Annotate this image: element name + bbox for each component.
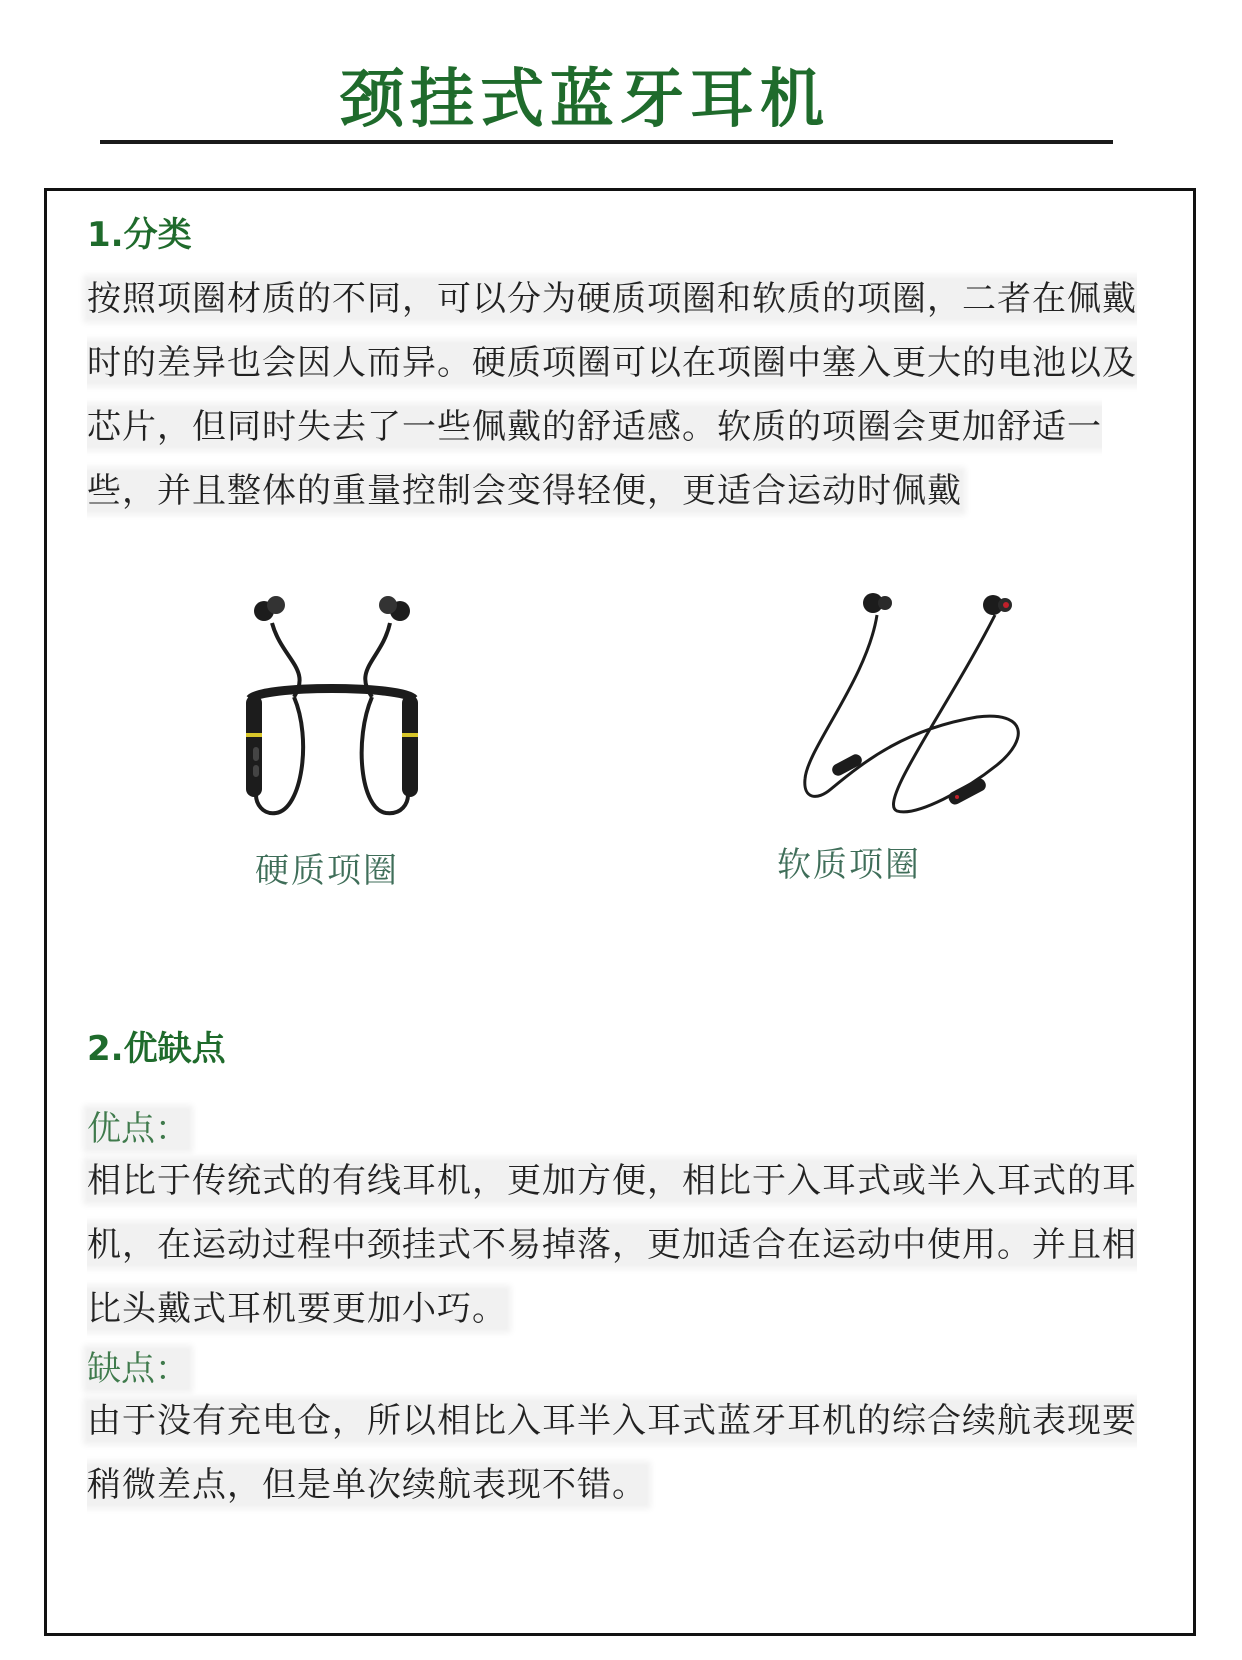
cons-paragraph: [87, 1389, 1167, 1517]
pros-label: [87, 1101, 189, 1150]
hard-neckband-earphones-image: [232, 589, 442, 829]
cons-text: 由于没有充电仓，所以相比入耳半入耳式蓝牙耳机的综合续航表现要稍微差点，但是单次续航表现不错。: [87, 1401, 1137, 1505]
cons-label: [87, 1341, 189, 1390]
pros-label-text: 优点：: [87, 1109, 189, 1149]
section-heading-pros-cons: 2.优缺点: [87, 1029, 226, 1069]
pros-paragraph: [87, 1149, 1167, 1341]
hard-neckband-caption: 硬质项圈: [255, 851, 399, 891]
soft-neckband-earphones-image: [797, 589, 1037, 829]
content-card: [44, 188, 1196, 1636]
soft-neckband-caption: 软质项圈: [777, 845, 921, 885]
hard-neckband-figure: [232, 589, 442, 829]
classification-text: 按照项圈材质的不同，可以分为硬质项圈和软质的项圈，二者在佩戴时的差异也会因人而异。硬质项圈可以在项圈中塞入更大的电池以及芯片，但同时失去了一些佩戴的舒适感。软质的项圈会更加舒适一些，并且整体的重量控制会变得轻便，更适合运动时佩戴: [87, 279, 1137, 511]
classification-paragraph: [87, 267, 1167, 523]
section-heading-classification: 1.分类: [87, 215, 192, 255]
cons-label-text: 缺点：: [87, 1349, 189, 1389]
soft-neckband-figure: [797, 589, 1037, 829]
title-underline: [100, 140, 1113, 144]
pros-text: 相比于传统式的有线耳机，更加方便，相比于入耳式或半入耳式的耳机，在运动过程中颈挂式不易掉落，更加适合在运动中使用。并且相比头戴式耳机要更加小巧。: [87, 1161, 1137, 1329]
page-title: 颈挂式蓝牙耳机: [340, 63, 830, 137]
